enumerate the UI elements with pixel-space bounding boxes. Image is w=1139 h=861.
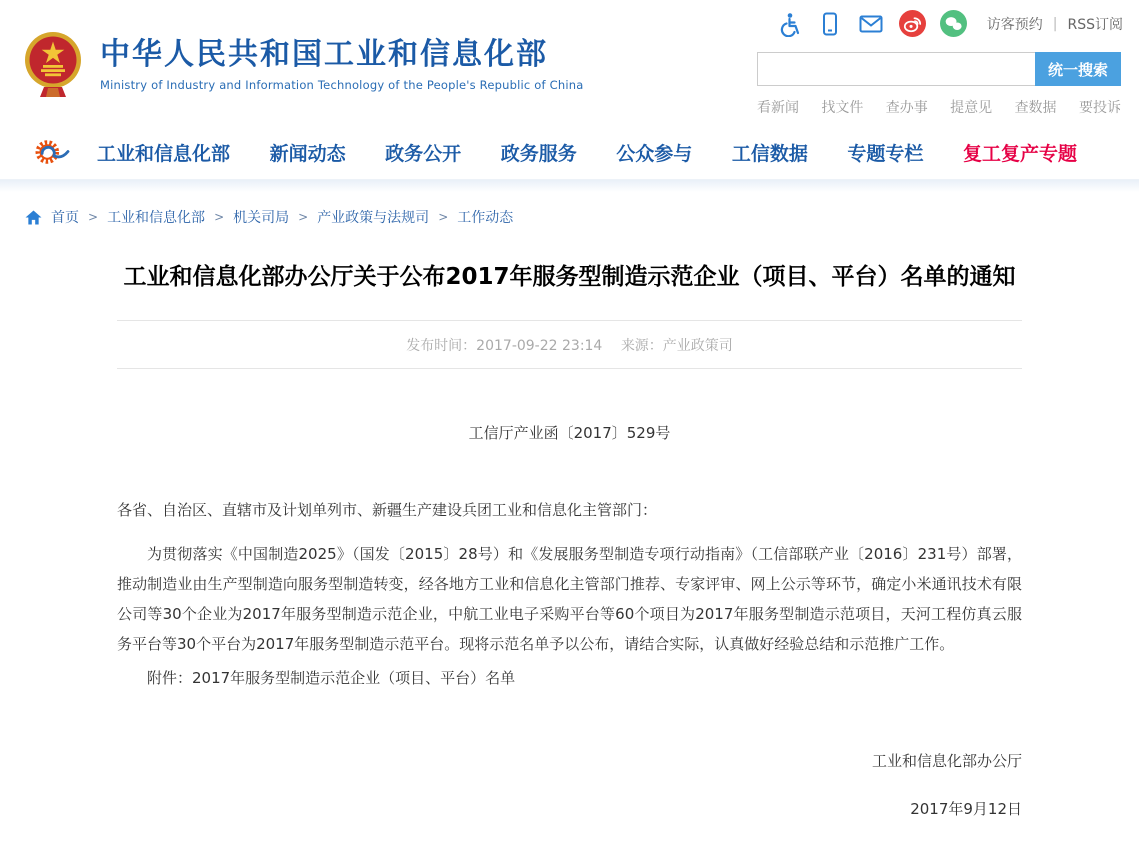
breadcrumb-home[interactable]: 首页 bbox=[51, 210, 79, 226]
site-header bbox=[0, 0, 1139, 125]
topbar bbox=[776, 10, 1123, 37]
breadcrumb-separator: > bbox=[298, 210, 309, 224]
nav-divider bbox=[0, 179, 1139, 192]
nav-items bbox=[97, 139, 1077, 166]
breadcrumb-work-updates[interactable]: 工作动态 bbox=[457, 210, 514, 226]
breadcrumb-departments[interactable]: 机关司局 bbox=[233, 210, 290, 226]
rss-link[interactable]: RSS订阅 bbox=[1067, 16, 1123, 33]
attachment-line: 附件：2017年服务型制造示范企业（项目、平台）名单 bbox=[147, 669, 516, 687]
breadcrumb-separator: > bbox=[214, 210, 225, 224]
breadcrumb-policy-dept[interactable]: 产业政策与法规司 bbox=[317, 210, 430, 226]
signature: 工业和信息化部办公厅 bbox=[871, 752, 1022, 770]
miit-gear-icon bbox=[33, 136, 71, 168]
signature-date: 2017年9月12日 bbox=[910, 800, 1022, 818]
breadcrumb bbox=[0, 192, 1139, 235]
breadcrumb-miit[interactable]: 工业和信息化部 bbox=[107, 210, 206, 226]
mail-icon[interactable] bbox=[858, 10, 885, 37]
nav-item-gov-services[interactable]: 政务服务 bbox=[500, 142, 577, 165]
unified-search-button[interactable]: 统一搜索 bbox=[1035, 52, 1121, 86]
meta-divider bbox=[117, 368, 1022, 369]
quick-links bbox=[757, 97, 1121, 117]
nav-item-work-resumption[interactable]: 复工复产专题 bbox=[962, 142, 1077, 165]
quick-link-suggestions[interactable]: 提意见 bbox=[950, 100, 993, 116]
site-subtitle: Ministry of Industry and Information Technology of the People's Republic of China bbox=[100, 77, 584, 92]
brand bbox=[20, 28, 583, 100]
search-input[interactable] bbox=[757, 52, 1035, 86]
visitor-appointment-link[interactable]: 访客预约 bbox=[986, 16, 1043, 33]
weibo-icon[interactable] bbox=[899, 10, 926, 37]
breadcrumb-separator: > bbox=[88, 210, 99, 224]
brand-text bbox=[100, 37, 583, 92]
search-row bbox=[757, 52, 1121, 86]
article bbox=[117, 259, 1022, 833]
article-source: 来源：产业政策司 bbox=[620, 338, 733, 354]
topbar-links bbox=[987, 14, 1123, 34]
article-meta bbox=[117, 321, 1022, 368]
nav-item-gov-disclosure[interactable]: 政务公开 bbox=[385, 142, 462, 165]
home-icon[interactable] bbox=[25, 210, 42, 225]
quick-link-data[interactable]: 查数据 bbox=[1014, 100, 1057, 116]
national-emblem-logo bbox=[20, 28, 86, 100]
search-area bbox=[757, 52, 1121, 117]
nav-item-news[interactable]: 新闻动态 bbox=[269, 142, 346, 165]
site-title: 中华人民共和国工业和信息化部 bbox=[100, 36, 548, 72]
quick-link-services[interactable]: 查办事 bbox=[885, 100, 928, 116]
topbar-separator: | bbox=[1052, 15, 1058, 32]
nav-item-miit[interactable]: 工业和信息化部 bbox=[97, 142, 231, 165]
nav-item-special-topics[interactable]: 专题专栏 bbox=[847, 142, 924, 165]
nav-item-public-participation[interactable]: 公众参与 bbox=[616, 142, 693, 165]
publish-time: 发布时间：2017-09-22 23:14 bbox=[406, 338, 603, 354]
salutation: 各省、自治区、直辖市及计划单列市、新疆生产建设兵团工业和信息化主管部门： bbox=[117, 501, 658, 519]
nav-item-miit-data[interactable]: 工信数据 bbox=[731, 142, 808, 165]
article-title: 工业和信息化部办公厅关于公布2017年服务型制造示范企业（项目、平台）名单的通知 bbox=[123, 264, 1016, 290]
quick-link-complaints[interactable]: 要投诉 bbox=[1078, 100, 1121, 116]
quick-link-documents[interactable]: 找文件 bbox=[821, 100, 864, 116]
document-number: 工信厅产业函〔2017〕529号 bbox=[468, 424, 671, 442]
accessibility-icon[interactable] bbox=[776, 10, 803, 37]
mobile-icon[interactable] bbox=[817, 10, 844, 37]
quick-link-news[interactable]: 看新闻 bbox=[757, 100, 799, 116]
breadcrumb-separator: > bbox=[438, 210, 449, 224]
main-nav bbox=[0, 125, 1139, 179]
body-paragraph: 为贯彻落实《中国制造2025》（国发〔2015〕28号）和《发展服务型制造专项行动指南》（工信部联产业〔2016〕231号）部署，推动制造业由生产型制造向服务型制造转变，经各地方工业和信息化主管部门推荐、专家评审、网上公示等环节，确定小米通讯技术有限公司等30个企业为2017年服务型制造示范企业，中航工业电子采购平台等60个项目为2017年服务型制造示范项目，天河工程仿真云服务平台等30个平台为2017年服务型制造示范平台。现将示范名单予以公布，请结合实际，认真做好经验总结和示范推广工作。 bbox=[117, 545, 1022, 653]
wechat-icon[interactable] bbox=[940, 10, 967, 37]
